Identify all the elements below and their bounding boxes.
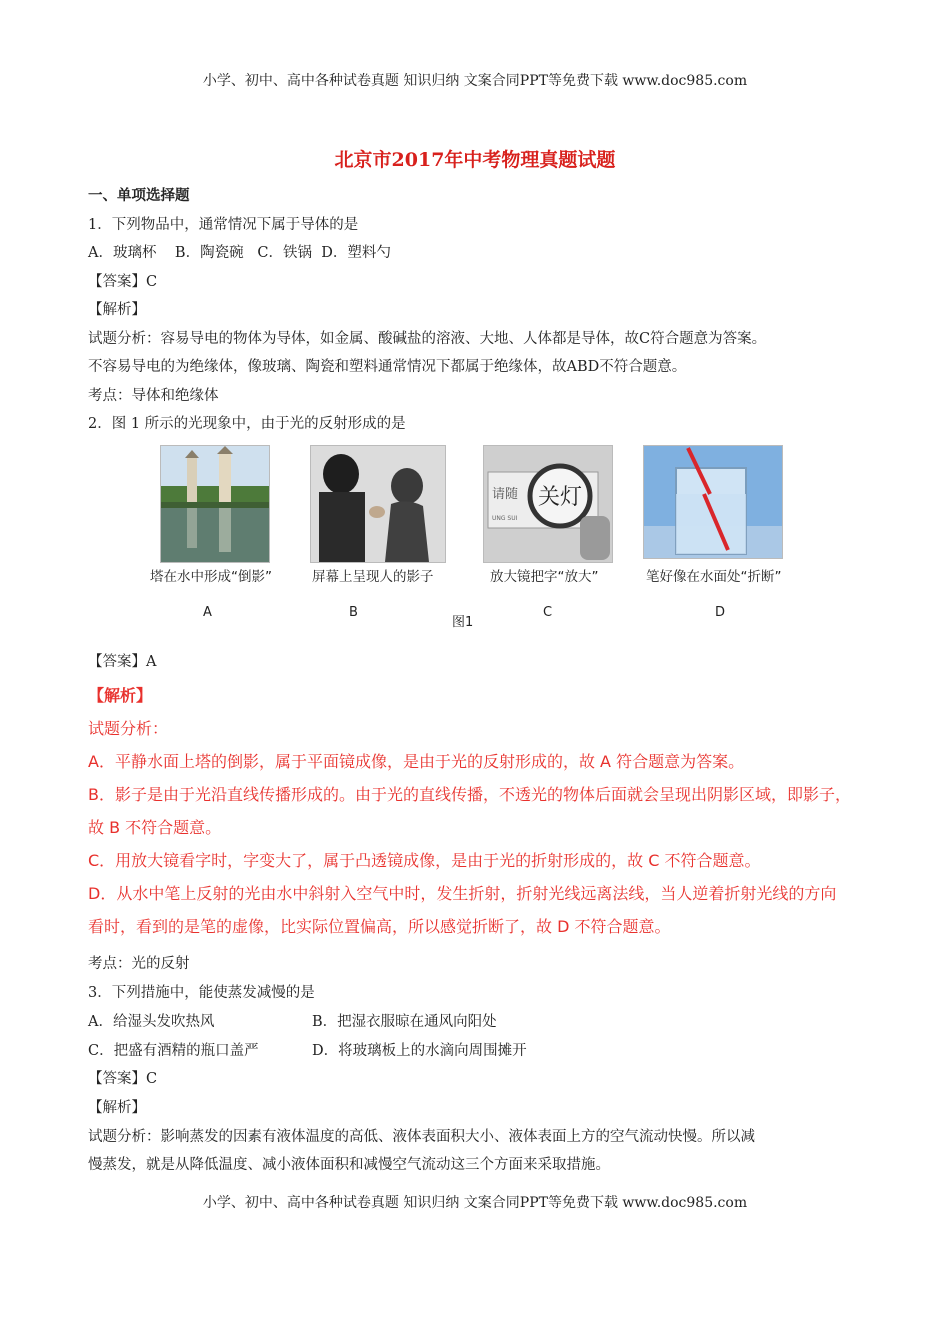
- q2-analysis-b-cont: 故 B 不符合题意。: [88, 818, 222, 837]
- q1-stem: 1．下列物品中，通常情况下属于导体的是: [88, 217, 359, 233]
- q3-analysis-cont: 慢蒸发，就是从降低温度、减小液体面积和减慢空气流动这三个方面来采取措施。: [88, 1157, 610, 1173]
- figure-a-label: A: [203, 605, 212, 620]
- svg-text:UNG SUI: UNG SUI: [492, 515, 518, 522]
- q2-answer: 【答案】A: [88, 654, 157, 670]
- svg-text:关灯: 关灯: [538, 485, 583, 510]
- q3-option-a: A．给湿头发吹热风: [88, 1014, 215, 1030]
- q2-jiexi: 【解析】: [88, 686, 153, 705]
- figure-c-label: C: [543, 605, 553, 620]
- q2-analysis-d: D．从水中笔上反射的光由水中斜射入空气中时，发生折射，折射光线远离法线，当人逆着折射光线的方向: [88, 884, 837, 903]
- q3-option-d: D．将玻璃板上的水滴向周围摊开: [312, 1043, 527, 1059]
- q1-answer: 【答案】C: [88, 274, 158, 290]
- page-title: 北京市2017年中考物理真题试题: [334, 149, 616, 171]
- svg-text:请随: 请随: [492, 487, 519, 502]
- q2-analysis-c: C．用放大镜看字时，字变大了，属于凸透镜成像，是由于光的折射形成的，故 C 不符合题意。: [88, 851, 761, 870]
- page-header: 小学、初中、高中各种试卷真题 知识归纳 文案合同PPT等免费下载 www.doc985.com: [202, 73, 748, 89]
- q3-jiexi: 【解析】: [88, 1100, 146, 1116]
- q2-kaodian: 考点：光的反射: [88, 956, 190, 972]
- figure-title: 图1: [452, 615, 474, 630]
- q3-option-c: C．把盛有酒精的瓶口盖严: [88, 1043, 259, 1059]
- q3-stem: 3．下列措施中，能使蒸发减慢的是: [88, 985, 315, 1001]
- section-heading: 一、单项选择题: [88, 187, 190, 204]
- figure-b-label: B: [349, 605, 358, 620]
- figure-d-pen-in-water: [643, 445, 783, 559]
- q1-kaodian: 考点：导体和绝缘体: [88, 388, 219, 404]
- page-footer: 小学、初中、高中各种试卷真题 知识归纳 文案合同PPT等免费下载 www.doc985.com: [202, 1195, 748, 1211]
- figure-c-caption: 放大镜把字“放大”: [490, 569, 599, 585]
- q1-analysis: 试题分析：容易导电的物体为导体，如金属、酸碱盐的溶液、大地、人体都是导体，故C符合题意为答案。: [88, 331, 767, 347]
- figure-d-caption: 笔好像在水面处“折断”: [646, 569, 782, 585]
- figure-a-caption: 塔在水中形成“倒影”: [150, 569, 272, 585]
- q2-analysis-d-cont: 看时，看到的是笔的虚像，比实际位置偏高，所以感觉折断了，故 D 不符合题意。: [88, 917, 671, 936]
- q1-jiexi: 【解析】: [88, 302, 146, 318]
- figure-b-shadow: [310, 445, 446, 563]
- q2-analysis-b: B．影子是由于光沿直线传播形成的。由于光的直线传播，不透光的物体后面就会呈现出阴影区域，即影子，: [88, 785, 851, 804]
- q3-option-b: B．把湿衣服晾在通风向阳处: [312, 1014, 497, 1030]
- q3-analysis: 试题分析：影响蒸发的因素有液体温度的高低、液体表面积大小、液体表面上方的空气流动快慢。所以减: [88, 1129, 755, 1145]
- figure-d-label: D: [715, 605, 726, 620]
- q2-fenxi: 试题分析：: [88, 719, 169, 738]
- figure-a-pagoda-reflection: [160, 445, 270, 563]
- q1-options: A．玻璃杯 B．陶瓷碗 C．铁锅 D．塑料勺: [88, 245, 391, 261]
- figure-c-magnifier: [483, 445, 613, 563]
- q2-analysis-a: A．平静水面上塔的倒影，属于平面镜成像，是由于光的反射形成的，故 A 符合题意为答案。: [88, 752, 745, 771]
- q1-analysis-cont: 不容易导电的为绝缘体，像玻璃、陶瓷和塑料通常情况下都属于绝缘体，故ABD不符合题意。: [88, 359, 687, 375]
- q2-stem: 2．图 1 所示的光现象中，由于光的反射形成的是: [88, 416, 406, 432]
- figure-b-caption: 屏幕上呈现人的影子: [312, 569, 434, 585]
- q3-answer: 【答案】C: [88, 1071, 158, 1087]
